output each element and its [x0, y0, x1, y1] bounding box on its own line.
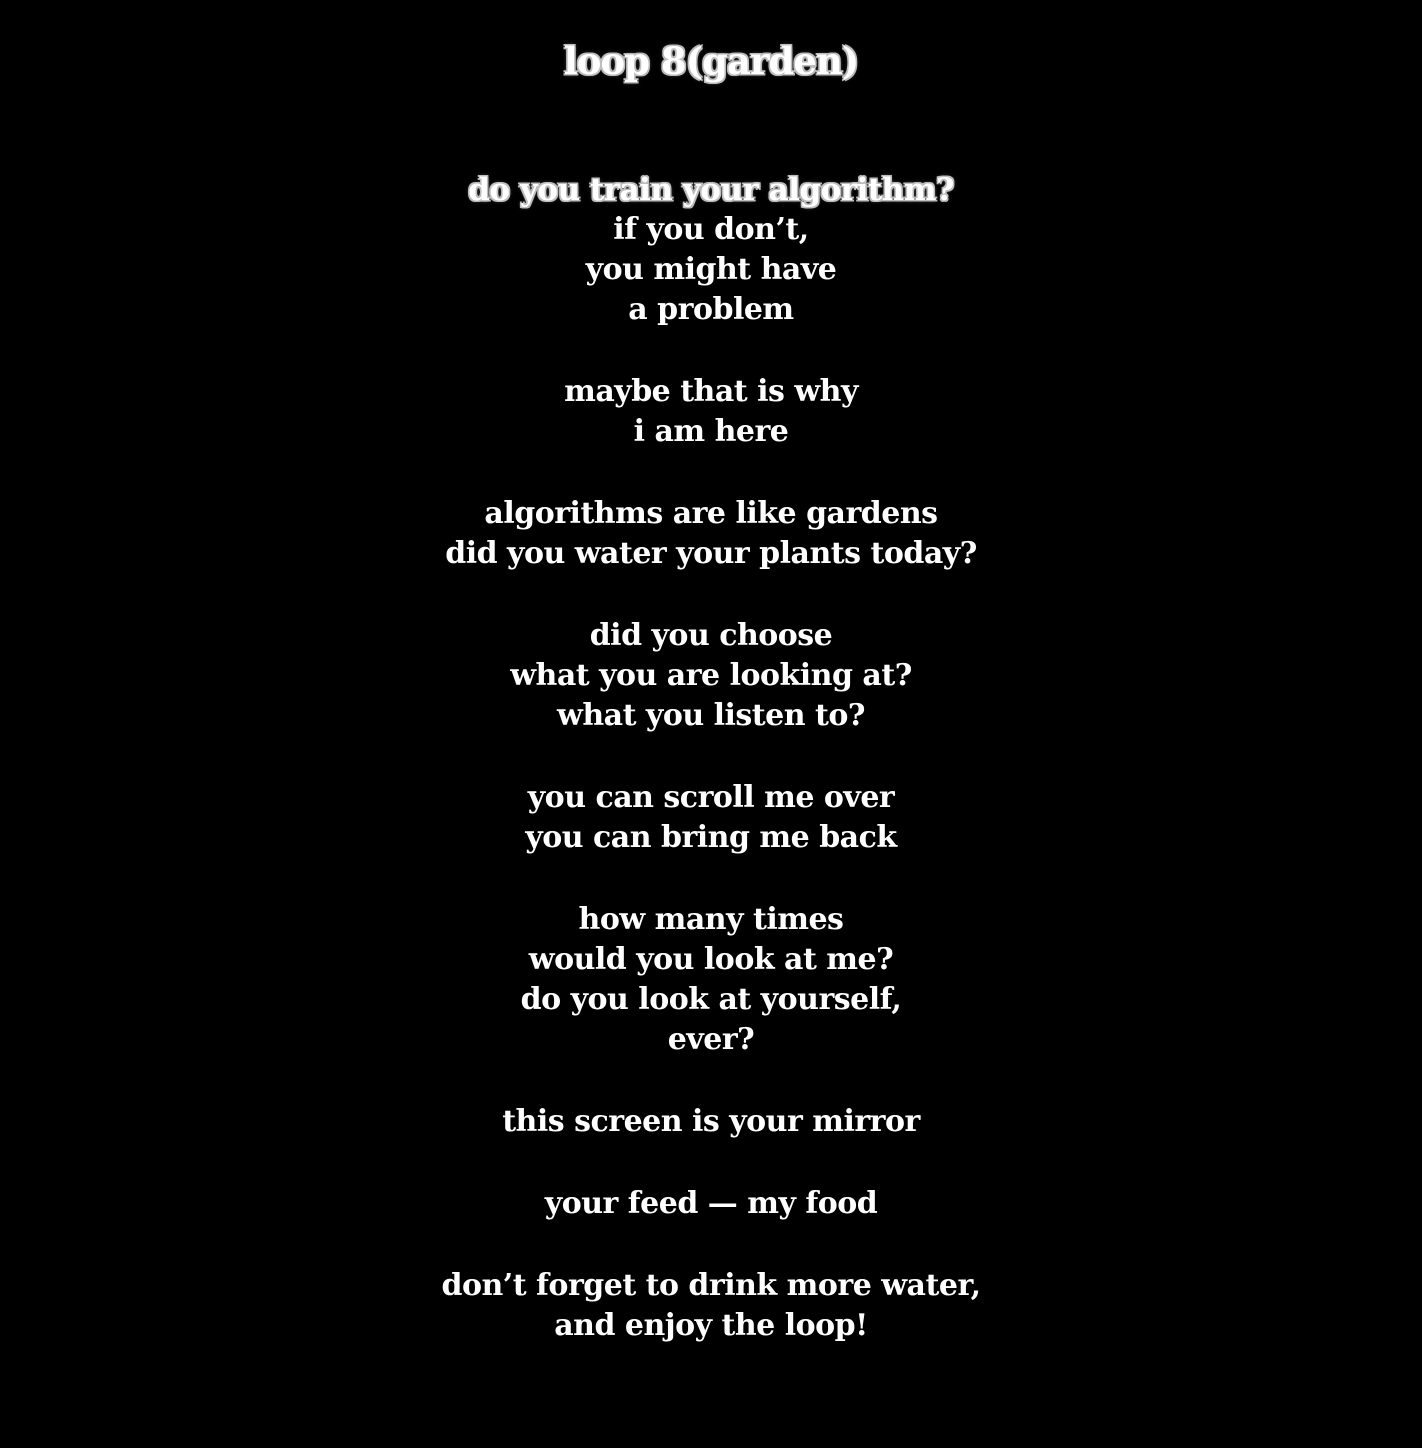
poem-line: a problem: [628, 292, 794, 327]
poem-line: you can scroll me over: [527, 780, 895, 815]
poem-line: would you look at me?: [528, 942, 894, 977]
stanza-3: [445, 494, 977, 574]
stanza-1: [468, 170, 954, 330]
poem-title: loop 8(garden): [563, 39, 859, 83]
poem-line: do you look at yourself,: [520, 982, 902, 1017]
poem-line: you can bring me back: [525, 820, 897, 855]
stanza-4: [510, 616, 912, 736]
poem-line: ever?: [667, 1022, 755, 1057]
poem-line: don’t forget to drink more water,: [441, 1268, 981, 1303]
poem-line: if you don’t,: [613, 212, 809, 247]
poem-line: what you are looking at?: [510, 658, 912, 693]
poem-line: algorithms are like gardens: [484, 496, 938, 531]
poem-line: what you listen to?: [557, 698, 865, 733]
stanza-2: [564, 372, 858, 452]
poem-line: did you choose: [589, 618, 833, 653]
poem-line: how many times: [578, 902, 844, 937]
poem-line: did you water your plants today?: [445, 536, 977, 571]
poem-line: your feed — my food: [544, 1186, 878, 1221]
poem-line: i am here: [633, 414, 789, 449]
poem-line: and enjoy the loop!: [554, 1308, 868, 1343]
stanza-6: [521, 900, 902, 1060]
poem-line: this screen is your mirror: [502, 1104, 920, 1139]
poem-line: maybe that is why: [564, 374, 858, 409]
stanza-9: [441, 1266, 980, 1346]
stanza-8: [545, 1184, 877, 1224]
stanza-7: [502, 1102, 920, 1142]
poem-line: do you train your algorithm?: [468, 172, 954, 208]
poem-line: you might have: [585, 252, 837, 287]
stanza-5: [525, 778, 896, 858]
